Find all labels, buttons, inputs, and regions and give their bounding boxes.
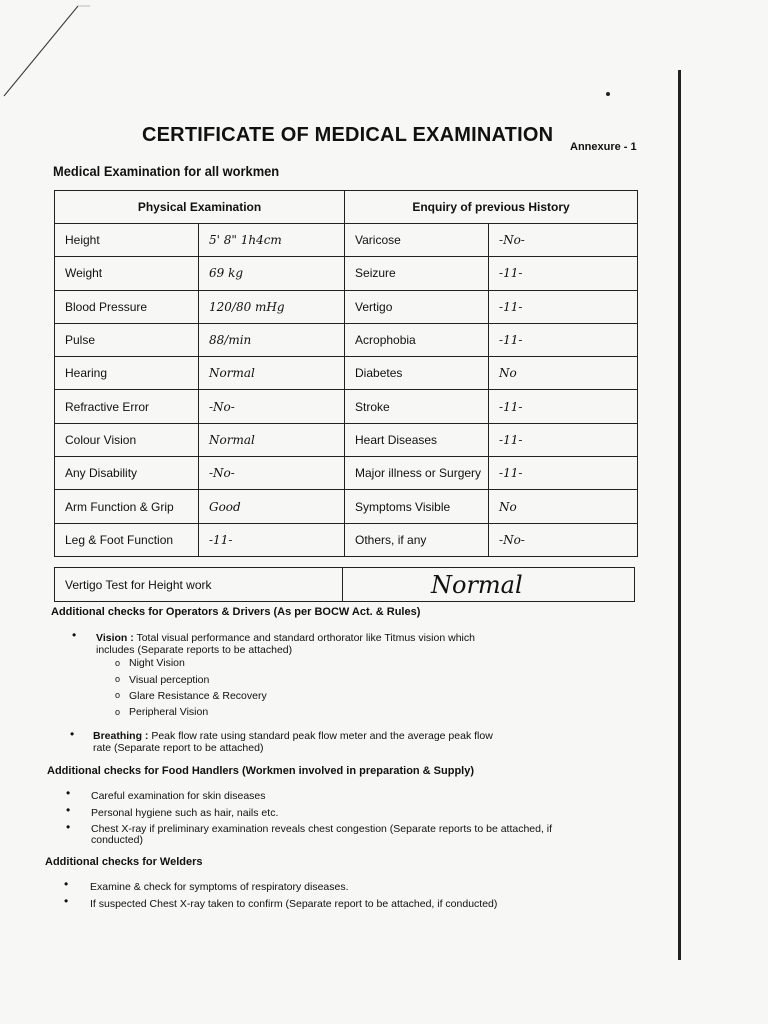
history-label: Symptoms Visible [345,490,489,523]
vision-line-2: includes (Separate reports to be attached) [96,644,293,656]
exam-label: Colour Vision [55,423,199,456]
breathing-text: Peak flow rate using standard peak flow meter and the average peak flow [151,730,493,742]
table-row [55,568,635,602]
welders-item: If suspected Chest X-ray taken to confirm (Separate report to be attached, if conducted) [90,898,498,910]
annexure-label: Annexure - 1 [570,141,637,153]
history-label: Vertigo [345,290,489,323]
table-row [55,523,638,556]
bullet-icon: • [66,803,71,817]
exam-value: Good [199,490,345,523]
vision-line-1 [96,632,475,644]
table-row [55,423,638,456]
table-row [55,290,638,323]
bullet-icon: • [70,727,75,741]
page-subtitle: Medical Examination for all workmen [53,163,280,179]
history-header: Enquiry of previous History [345,191,638,224]
bullet-icon: • [64,894,69,908]
exam-value: -No- [199,457,345,490]
exam-label: Arm Function & Grip [55,490,199,523]
vision-item: Peripheral Vision [129,706,209,718]
exam-value: 69 kg [199,257,345,290]
history-value: -11- [489,390,638,423]
torn-corner-line [0,0,90,110]
vertigo-test-label: Vertigo Test for Height work [55,568,343,602]
table-row [55,357,638,390]
exam-value: 120/80 mHg [199,290,345,323]
breathing-line-2: rate (Separate report to be attached) [93,742,264,754]
exam-label: Height [55,224,199,257]
history-value: No [489,490,638,523]
table-row [55,323,638,356]
circle-bullet-icon: o [115,690,121,700]
history-label: Heart Diseases [345,423,489,456]
table-header-row [55,191,638,224]
food-item: Careful examination for skin diseases [91,790,266,802]
circle-bullet-icon: o [115,658,121,668]
scan-edge-rule [678,70,681,960]
circle-bullet-icon: o [115,674,121,684]
history-value: -11- [489,457,638,490]
welders-heading: Additional checks for Welders [45,856,203,868]
exam-value: -11- [199,523,345,556]
operators-heading: Additional checks for Operators & Drivers (As per BOCW Act. & Rules) [51,606,421,618]
history-label: Acrophobia [345,323,489,356]
food-item-continued: conducted) [91,834,143,846]
bullet-icon: • [66,786,71,800]
table-row [55,457,638,490]
food-handlers-heading: Additional checks for Food Handlers (Workmen involved in preparation & Supply) [47,765,475,777]
exam-label: Pulse [55,323,199,356]
exam-label: Any Disability [55,457,199,490]
vision-title: Vision : [96,632,134,644]
welders-item: Examine & check for symptoms of respiratory diseases. [90,881,349,893]
physical-exam-header: Physical Examination [55,191,345,224]
breathing-line-1 [93,730,493,742]
table-row [55,257,638,290]
breathing-title: Breathing : [93,730,149,742]
exam-label: Hearing [55,357,199,390]
history-value: -11- [489,323,638,356]
vision-item: Glare Resistance & Recovery [129,690,267,702]
history-value: -11- [489,290,638,323]
exam-label: Weight [55,257,199,290]
exam-label: Leg & Foot Function [55,523,199,556]
history-label: Diabetes [345,357,489,390]
table-row [55,490,638,523]
exam-value: -No- [199,390,345,423]
history-value: -11- [489,257,638,290]
history-label: Seizure [345,257,489,290]
vertigo-test-value: Normal [343,568,635,602]
history-value: -No- [489,224,638,257]
exam-value: Normal [199,423,345,456]
vertigo-test-table [54,567,635,602]
vision-text: Total visual performance and standard orthorator like Titmus vision which [136,632,475,644]
exam-label: Refractive Error [55,390,199,423]
food-item: Chest X-ray if preliminary examination reveals chest congestion (Separate reports to be attached, if [91,823,553,835]
table-row [55,390,638,423]
history-label: Major illness or Surgery [345,457,489,490]
food-item: Personal hygiene such as hair, nails etc. [91,807,279,819]
exam-value: Normal [199,357,345,390]
history-label: Stroke [345,390,489,423]
history-value: -No- [489,523,638,556]
scan-dot [606,92,610,96]
history-label: Others, if any [345,523,489,556]
history-value: No [489,357,638,390]
page-title: CERTIFICATE OF MEDICAL EXAMINATION [142,124,554,146]
bullet-icon: • [72,628,77,642]
history-label: Varicose [345,224,489,257]
examination-table [54,190,638,557]
history-value: -11- [489,423,638,456]
vision-item: Visual perception [129,674,210,686]
bullet-icon: • [64,877,69,891]
exam-value: 88/min [199,323,345,356]
exam-label: Blood Pressure [55,290,199,323]
exam-value: 5' 8" 1h4cm [199,224,345,257]
vision-item: Night Vision [129,657,185,669]
circle-bullet-icon: o [115,707,121,717]
bullet-icon: • [66,820,71,834]
table-row [55,224,638,257]
